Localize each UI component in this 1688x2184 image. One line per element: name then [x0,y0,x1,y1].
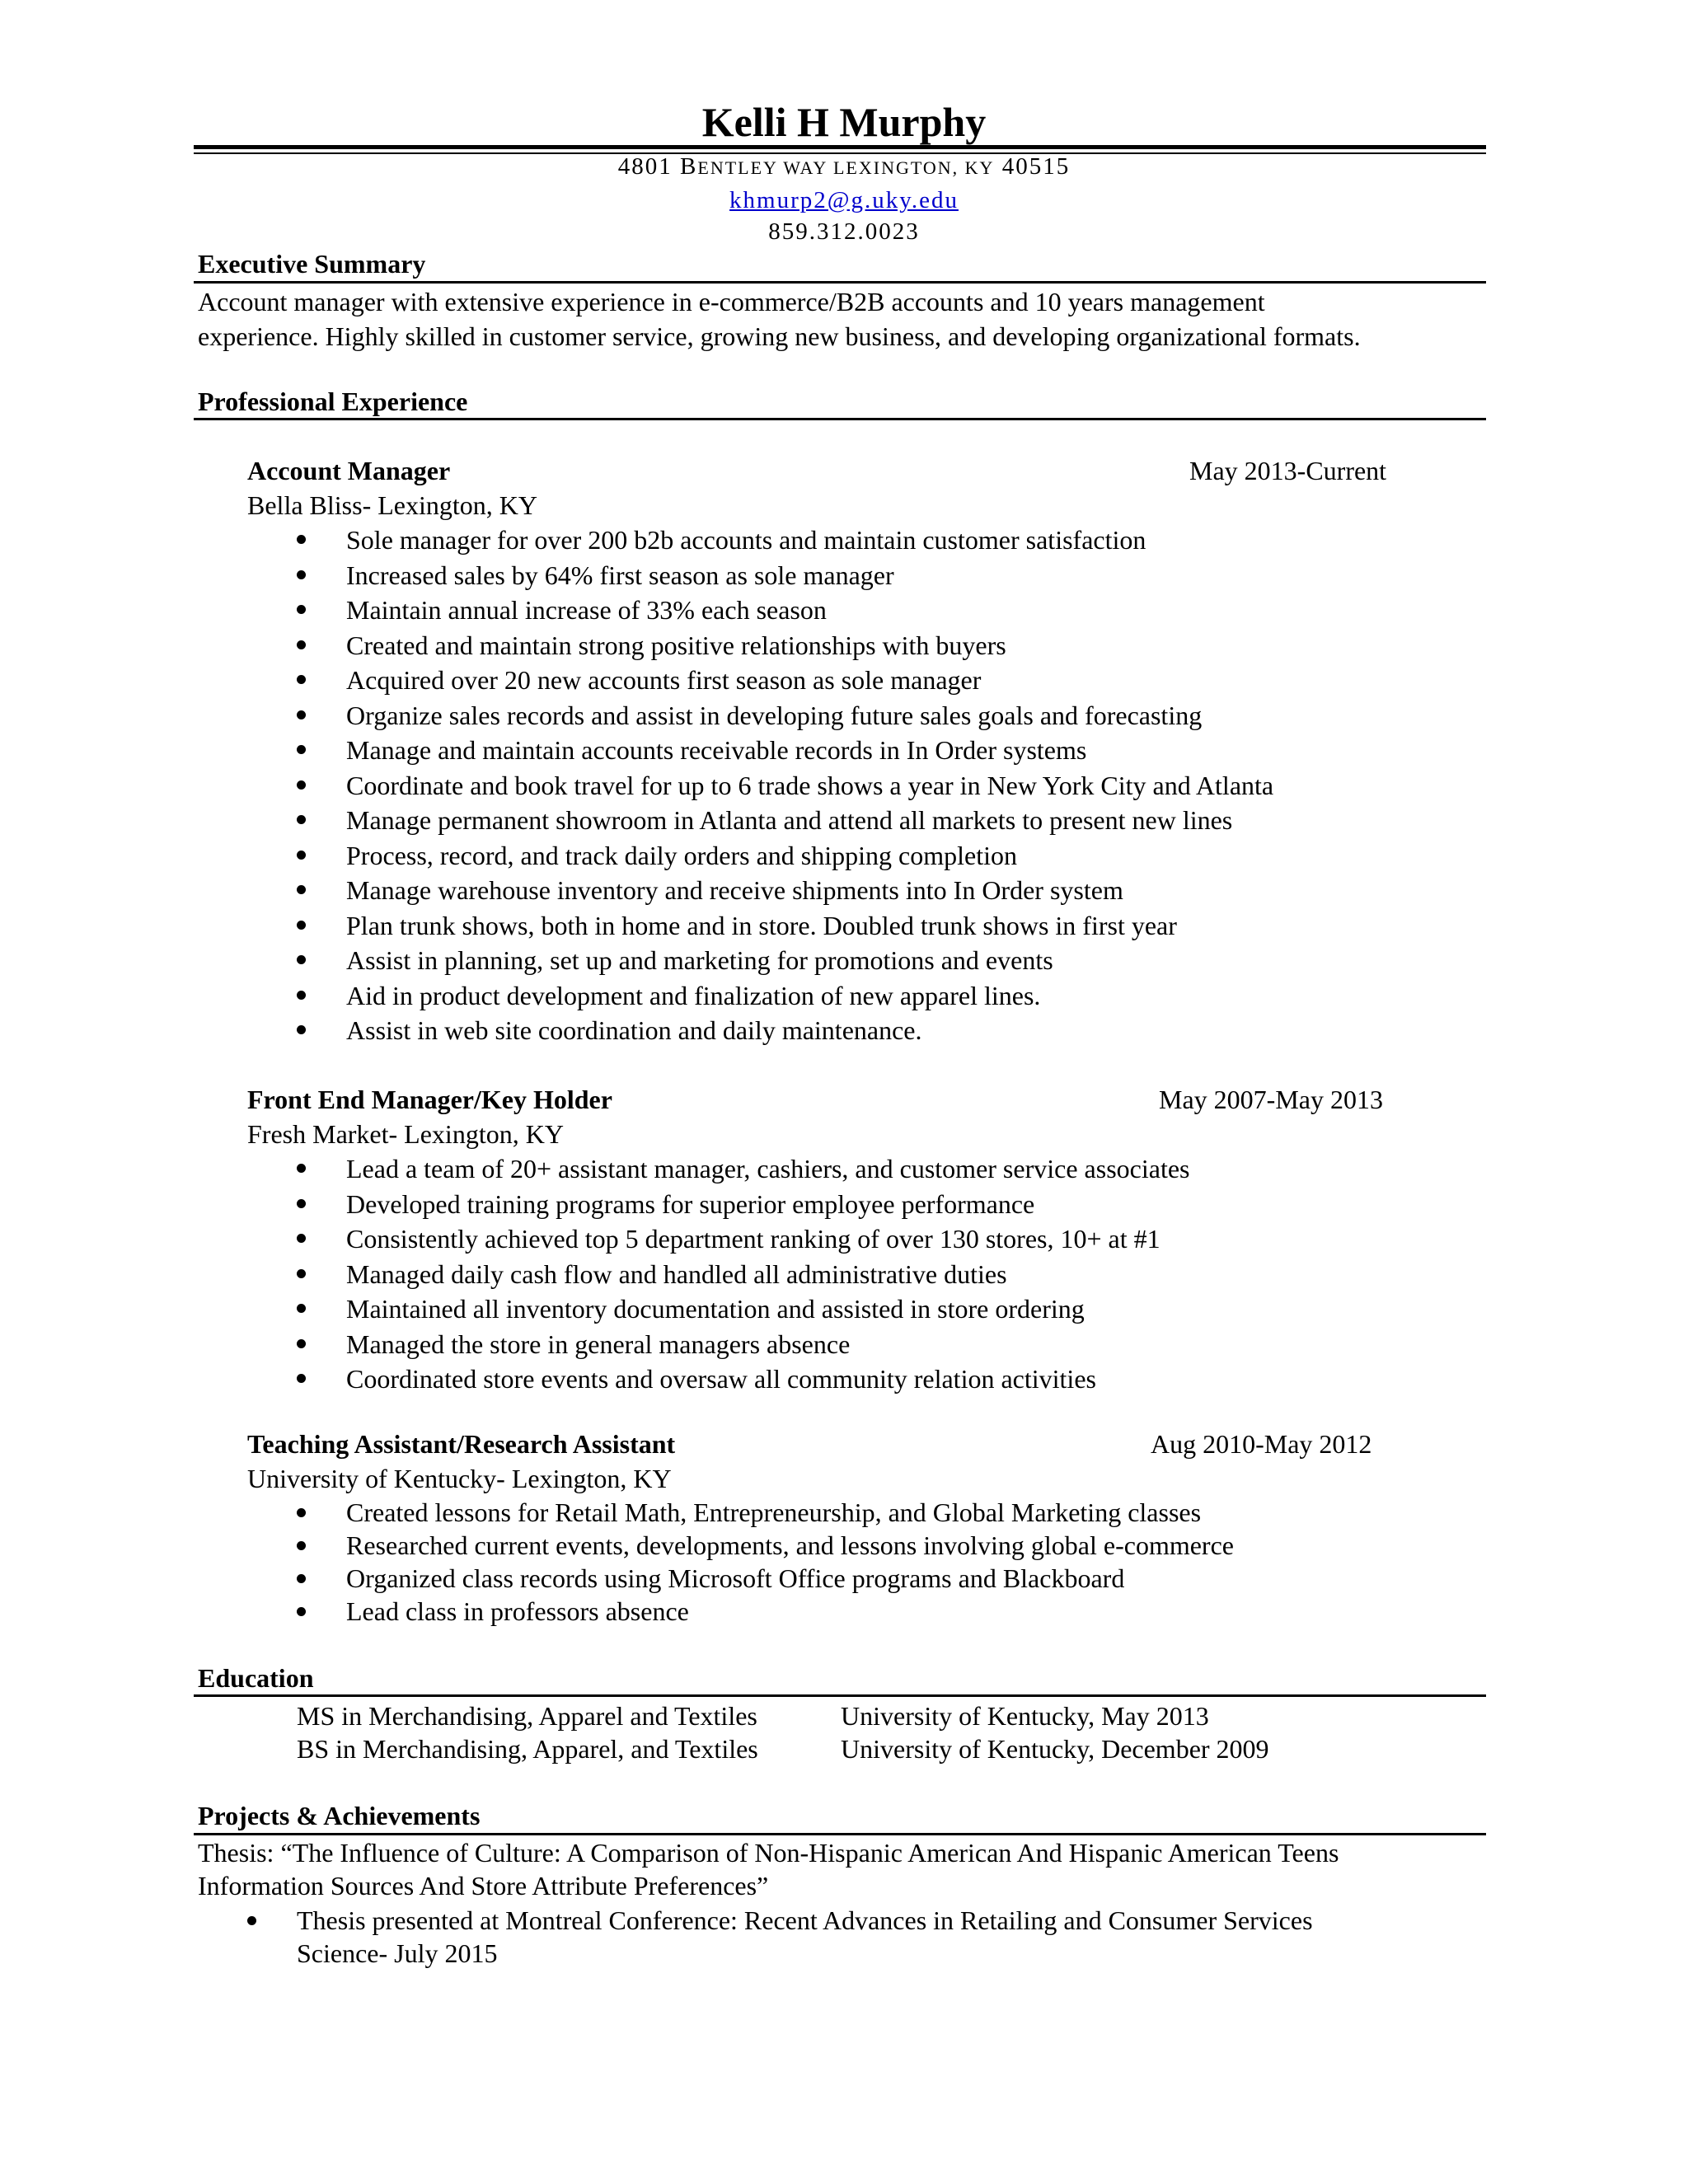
bullet-text: Increased sales by 64% first season as sole manager [346,560,894,590]
candidate-name: Kelli H Murphy [701,99,987,145]
list-item [297,1904,1313,1937]
list-item [346,1595,1234,1628]
bullet-text: Science- July 2015 [297,1938,498,1968]
bullet-dot [297,535,306,544]
list-item [346,1187,1189,1222]
bullet-text: Thesis presented at Montreal Conference: Recent Advances in Retailing and Consumer Services [297,1905,1313,1935]
bullet-dot [297,640,306,649]
email-line [0,185,1688,216]
job-dates: May 2007-May 2013 [1159,1085,1383,1114]
list-item [346,1291,1189,1327]
bullet-dot [297,885,306,894]
bullet-dot [297,745,306,754]
section-rule [194,418,1486,420]
bullet-text: Aid in product development and finalization of new apparel lines. [346,980,1041,1010]
job-org: Fresh Market- Lexington, KY [247,1119,564,1149]
section-title-professional-experience: Professional Experience [198,387,468,416]
bullet-text: Assist in planning, set up and marketing for promotions and events [346,945,1053,975]
bullet-dot [297,815,306,824]
section-rule [194,281,1486,284]
list-item [346,523,1273,558]
summary-line-1: Account manager with extensive experience in e-commerce/B2B accounts and 10 years management [198,287,1265,316]
section-title-projects: Projects & Achievements [198,1801,481,1830]
list-item [346,873,1273,908]
header-rule-top [194,145,1486,149]
bullet-dot [297,1234,306,1243]
list-item [346,1221,1189,1257]
thesis-line-1: Thesis: “The Influence of Culture: A Comparison of Non-Hispanic American And Hispanic American Teens [198,1838,1339,1868]
job-org: Bella Bliss- Lexington, KY [247,490,537,520]
bullet-text: Created and maintain strong positive relationships with buyers [346,630,1006,660]
bullet-text: Created lessons for Retail Math, Entrepreneurship, and Global Marketing classes [346,1497,1202,1527]
bullet-text: Managed daily cash flow and handled all administrative duties [346,1258,1007,1289]
address-number: 4801 [617,153,681,180]
job-bullets [346,1151,1189,1397]
bullet-dot [297,921,306,930]
list-item [346,978,1273,1014]
bullet-dot [297,1607,306,1616]
bullet-dot [297,955,306,964]
job-org: University of Kentucky- Lexington, KY [247,1464,672,1493]
thesis-line-2: Information Sources And Store Attribute Preferences” [198,1871,769,1900]
education-degree: BS in Merchandising, Apparel, and Textiles [297,1734,758,1764]
bullet-dot [297,780,306,790]
bullet-dot [297,1199,306,1208]
bullet-text: Manage warehouse inventory and receive shipments into In Order system [346,875,1123,905]
bullet-dot [297,991,306,1000]
section-title-education: Education [198,1663,314,1693]
education-school: University of Kentucky, December 2009 [841,1734,1269,1764]
address [0,151,1688,184]
job-title: Teaching Assistant/Research Assistant [247,1429,676,1459]
address-street-city: ENTLEY WAY LEXINGTON, KY [697,157,995,178]
section-rule [194,1694,1486,1697]
list-item [346,1361,1189,1397]
bullet-dot [297,851,306,860]
bullet-dot [297,710,306,719]
bullet-text: Maintained all inventory documentation and assisted in store ordering [346,1294,1085,1324]
bullet-dot [297,1574,306,1583]
summary-line-2: experience. Highly skilled in customer service, growing new business, and developing organizational formats. [198,321,1361,351]
email-link[interactable]: khmurp2@g.uky.edu [729,187,959,213]
bullet-text: Plan trunk shows, both in home and in store. Doubled trunk shows in first year [346,910,1177,940]
list-item [346,943,1273,978]
bullet-dot [297,1269,306,1278]
list-item [346,838,1273,874]
list-item [346,768,1273,804]
bullet-text: Process, record, and track daily orders and shipping completion [346,840,1017,870]
bullet-text: Lead class in professors absence [346,1596,689,1626]
job-dates: Aug 2010-May 2012 [1151,1429,1372,1459]
list-item [346,733,1273,768]
job-dates: May 2013-Current [1189,456,1387,485]
list-item [346,663,1273,698]
address-zip: 40515 [994,153,1071,180]
list-item [346,1327,1189,1362]
list-item [346,1562,1234,1595]
bullet-dot [297,570,306,579]
education-school: University of Kentucky, May 2013 [841,1701,1209,1731]
list-item [346,628,1273,663]
bullet-text: Manage permanent showroom in Atlanta and attend all markets to present new lines [346,805,1233,835]
list-item [346,1257,1189,1292]
bullet-dot [297,1304,306,1313]
bullet-text: Researched current events, developments, and lessons involving global e-commerce [346,1530,1234,1560]
list-item [346,1013,1273,1048]
bullet-text: Sole manager for over 200 b2b accounts and maintain customer satisfaction [346,525,1146,555]
bullet-text: Manage and maintain accounts receivable records in In Order systems [346,735,1087,765]
bullet-text: Acquired over 20 new accounts first season as sole manager [346,665,982,695]
bullet-text: Developed training programs for superior employee performance [346,1188,1035,1219]
bullet-text: Assist in web site coordination and daily maintenance. [346,1015,922,1045]
section-rule [194,1833,1486,1835]
bullet-dot [297,1508,306,1517]
list-item [346,593,1273,628]
list-item [346,1496,1234,1529]
bullet-dot [297,1339,306,1348]
list-item [346,803,1273,838]
list-item [346,558,1273,593]
list-item [346,1529,1234,1562]
bullet-text: Maintain annual increase of 33% each season [346,595,827,625]
bullet-dot [247,1916,256,1925]
list-item [346,908,1273,944]
bullet-dot [297,1025,306,1034]
education-degree: MS in Merchandising, Apparel and Textiles [297,1701,757,1731]
bullet-text: Managed the store in general managers absence [346,1329,851,1359]
bullet-text: Coordinate and book travel for up to 6 trade shows a year in New York City and Atlanta [346,770,1274,800]
list-item [346,698,1273,733]
bullet-text: Organized class records using Microsoft Office programs and Blackboard [346,1563,1125,1593]
bullet-text: Consistently achieved top 5 department ranking of over 130 stores, 10+ at #1 [346,1224,1160,1254]
job-title: Account Manager [247,456,451,485]
project-bullets [297,1904,1313,1970]
bullet-dot [297,1374,306,1383]
bullet-dot [297,1164,306,1173]
list-item-continuation [297,1937,1313,1970]
list-item [346,1151,1189,1187]
bullet-dot [297,675,306,684]
phone: 859.312.0023 [768,218,920,245]
bullet-dot [297,1541,306,1550]
bullet-text: Coordinated store events and oversaw all community relation activities [346,1364,1096,1394]
section-title-executive-summary: Executive Summary [198,249,426,279]
bullet-text: Organize sales records and assist in developing future sales goals and forecasting [346,700,1203,730]
bullet-text: Lead a team of 20+ assistant manager, cashiers, and customer service associates [346,1154,1190,1183]
job-bullets [346,523,1273,1048]
job-title: Front End Manager/Key Holder [247,1085,612,1114]
bullet-dot [297,605,306,614]
address-initial: B [680,153,698,180]
job-bullets [346,1496,1234,1628]
